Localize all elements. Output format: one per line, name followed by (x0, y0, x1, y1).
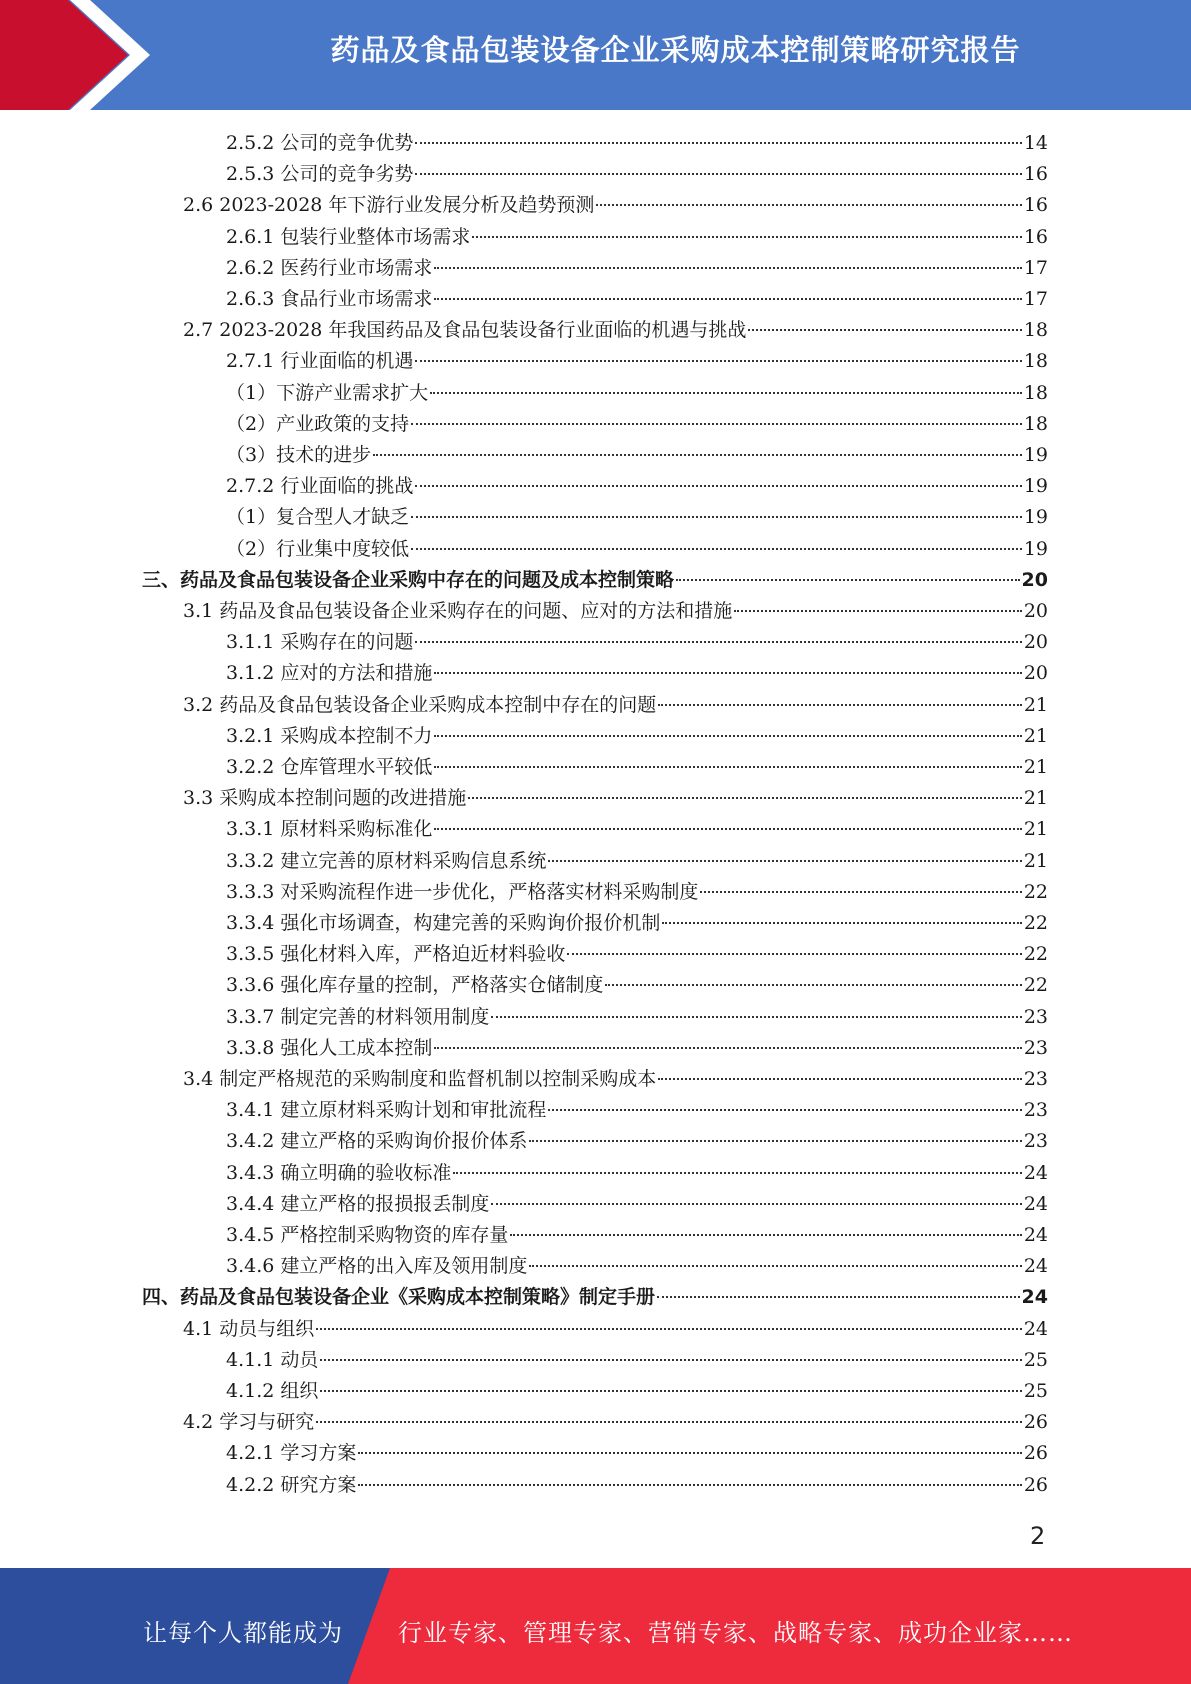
toc-entry-title: 三、药品及食品包装设备企业采购中存在的问题及成本控制策略 (142, 568, 675, 591)
toc-entry[interactable] (183, 690, 1048, 721)
toc-entry-page: 24 (1021, 1286, 1048, 1309)
toc-dot-leader (529, 1264, 1021, 1267)
toc-entry[interactable] (226, 1438, 1048, 1469)
toc-dot-leader (411, 515, 1022, 518)
toc-entry-title: 2.5.3 公司的竞争劣势 (226, 163, 414, 186)
toc-dot-leader (510, 1233, 1021, 1236)
toc-entry-page: 24 (1023, 1192, 1048, 1215)
toc-entry-title: 3.4.3 确立明确的验收标准 (226, 1161, 452, 1184)
toc-dot-leader (415, 484, 1021, 487)
toc-entry-page: 19 (1023, 475, 1048, 498)
toc-entry-page: 18 (1023, 350, 1048, 373)
toc-entry-title: 3.4.4 建立严格的报损报丢制度 (226, 1192, 490, 1215)
toc-entry-page: 18 (1023, 381, 1048, 404)
toc-entry-page: 23 (1023, 1005, 1048, 1028)
toc-dot-leader (411, 422, 1022, 425)
toc-entry-title: （1）下游产业需求扩大 (226, 381, 429, 404)
toc-entry[interactable] (226, 222, 1048, 253)
page-footer (0, 1568, 1191, 1684)
toc-entry-page: 21 (1023, 756, 1048, 778)
toc-entry-page: 22 (1023, 974, 1048, 997)
report-title: 药品及食品包装设备企业采购成本控制策略研究报告 (330, 33, 1021, 67)
page-header (0, 0, 1191, 110)
toc-entry-title: 3.3.3 对采购流程作进一步优化，严格落实材料采购制度 (226, 880, 699, 903)
toc-entry-page: 22 (1023, 880, 1048, 903)
toc-dot-leader (468, 796, 1022, 799)
toc-entry-title: （2）产业政策的支持 (226, 412, 410, 435)
toc-entry-page: 19 (1023, 537, 1048, 560)
toc-dot-leader (453, 1171, 1021, 1174)
toc-entry-page: 14 (1023, 132, 1048, 154)
toc-dot-leader (472, 235, 1021, 238)
toc-entry[interactable] (226, 502, 1048, 533)
toc-entry[interactable] (226, 1251, 1048, 1282)
toc-entry-title: 2.5.2 公司的竞争优势 (226, 132, 414, 154)
toc-entry-title: 3.4.1 建立原材料采购计划和审批流程 (226, 1099, 547, 1122)
toc-entry-title: 2.6 2023-2028 年下游行业发展分析及趋势预测 (183, 194, 595, 217)
toc-entry-title: 3.4.2 建立严格的采购询价报价体系 (226, 1130, 528, 1153)
toc-entry[interactable] (226, 346, 1048, 377)
toc-dot-leader (658, 703, 1022, 706)
toc-entry-title: 4.2.1 学习方案 (226, 1442, 357, 1465)
toc-entry-title: 3.4 制定严格规范的采购制度和监督机制以控制采购成本 (183, 1068, 657, 1090)
toc-dot-leader (548, 859, 1021, 862)
toc-dot-leader (415, 172, 1021, 175)
toc-dot-leader (415, 141, 1021, 144)
toc-entry-title: 2.6.3 食品行业市场需求 (226, 288, 433, 310)
toc-entry-title: 3.3 采购成本控制问题的改进措施 (183, 787, 467, 810)
toc-entry-title: 3.2.2 仓库管理水平较低 (226, 756, 433, 778)
toc-entry-title: 3.3.2 建立完善的原材料采购信息系统 (226, 849, 547, 872)
toc-entry[interactable] (226, 752, 1048, 783)
toc-entry-page: 16 (1023, 163, 1048, 186)
toc-entry-title: 3.4.6 建立严格的出入库及领用制度 (226, 1255, 528, 1278)
toc-entry[interactable] (183, 1064, 1048, 1095)
toc-entry[interactable] (226, 1376, 1048, 1407)
toc-entry-page: 18 (1023, 412, 1048, 435)
toc-entry-page: 25 (1023, 1348, 1048, 1371)
toc-entry-page: 24 (1023, 1161, 1048, 1184)
toc-dot-leader (434, 297, 1021, 300)
toc-entry[interactable] (226, 253, 1048, 284)
toc-entry-page: 20 (1023, 600, 1048, 622)
toc-dot-leader (373, 453, 1022, 456)
toc-entry[interactable] (183, 783, 1048, 814)
toc-entry-page: 19 (1023, 506, 1048, 529)
toc-entry-title: 3.3.1 原材料采购标准化 (226, 818, 433, 841)
toc-dot-leader (434, 765, 1021, 768)
toc-dot-leader (411, 547, 1022, 550)
toc-entry-page: 21 (1023, 849, 1048, 872)
toc-dot-leader (434, 671, 1021, 674)
toc-entry-title: 4.1.1 动员 (226, 1348, 319, 1371)
toc-entry-title: 3.3.8 强化人工成本控制 (226, 1036, 433, 1059)
toc-dot-leader (491, 1015, 1021, 1018)
page-number: 2 (1030, 1522, 1046, 1550)
toc-entry-page: 24 (1023, 1255, 1048, 1278)
toc-entry-title: 4.2.2 研究方案 (226, 1473, 357, 1496)
toc-entry[interactable] (226, 534, 1048, 565)
toc-entry-page: 26 (1023, 1442, 1048, 1465)
toc-dot-leader (491, 1202, 1021, 1205)
toc-dot-leader (320, 1389, 1021, 1392)
toc-entry-title: 2.6.2 医药行业市场需求 (226, 256, 433, 279)
toc-entry-title: 3.3.4 强化市场调查，构建完善的采购询价报价机制 (226, 912, 661, 934)
toc-dot-leader (316, 1420, 1022, 1423)
toc-entry-title: 2.7 2023-2028 年我国药品及食品包装设备行业面临的机遇与挑战 (183, 319, 747, 342)
toc-entry[interactable] (226, 159, 1048, 190)
toc-entry-page: 24 (1023, 1224, 1048, 1246)
toc-dot-leader (676, 578, 1020, 581)
footer-slogan: 让每个人都能成为 (143, 1619, 343, 1647)
toc-entry[interactable] (226, 1126, 1048, 1157)
toc-entry[interactable] (226, 908, 1048, 939)
toc-entry-title: 3.2 药品及食品包装设备企业采购成本控制中存在的问题 (183, 693, 657, 716)
toc-entry[interactable] (183, 190, 1048, 221)
toc-dot-leader (529, 1139, 1021, 1142)
toc-entry-page: 21 (1023, 724, 1048, 747)
toc-entry[interactable] (226, 409, 1048, 440)
toc-entry-title: 4.2 学习与研究 (183, 1411, 315, 1434)
toc-entry[interactable] (226, 1002, 1048, 1033)
toc-entry-page: 20 (1021, 568, 1048, 591)
toc-entry-title: 2.7.1 行业面临的机遇 (226, 350, 414, 373)
header-arrow-decoration (0, 0, 170, 110)
toc-dot-leader (748, 328, 1021, 331)
toc-entry[interactable] (226, 814, 1048, 845)
toc-entry-page: 26 (1023, 1411, 1048, 1434)
toc-entry[interactable] (226, 471, 1048, 502)
toc-entry-page: 16 (1023, 194, 1048, 217)
toc-entry[interactable] (183, 1314, 1048, 1345)
toc-dot-leader (434, 266, 1021, 269)
toc-entry-page: 21 (1023, 693, 1048, 716)
toc-entry-page: 26 (1023, 1473, 1048, 1496)
toc-entry-title: 3.3.6 强化库存量的控制，严格落实仓储制度 (226, 974, 604, 997)
toc-entry-page: 22 (1023, 912, 1048, 934)
toc-dot-leader (734, 609, 1022, 612)
toc-entry-title: 3.1.2 应对的方法和措施 (226, 662, 433, 685)
toc-entry-page: 23 (1023, 1068, 1048, 1090)
toc-entry-title: 3.4.5 严格控制采购物资的库存量 (226, 1224, 509, 1246)
toc-dot-leader (415, 640, 1021, 643)
toc-entry[interactable] (226, 939, 1048, 970)
toc-entry[interactable] (226, 1095, 1048, 1126)
toc-entry-page: 18 (1023, 319, 1048, 342)
toc-dot-leader (605, 983, 1021, 986)
toc-dot-leader (657, 1295, 1020, 1298)
toc-entry-title: 2.7.2 行业面临的挑战 (226, 475, 414, 498)
toc-entry[interactable] (226, 1189, 1048, 1220)
toc-entry-title: 4.1 动员与组织 (183, 1317, 315, 1340)
toc-dot-leader (596, 203, 1021, 206)
toc-dot-leader (358, 1483, 1021, 1486)
toc-entry-title: 2.6.1 包装行业整体市场需求 (226, 225, 471, 248)
toc-entry-page: 17 (1023, 256, 1048, 279)
toc-entry[interactable] (142, 565, 1048, 596)
toc-entry-title: 3.1 药品及食品包装设备企业采购存在的问题、应对的方法和措施 (183, 600, 733, 622)
toc-dot-leader (700, 890, 1021, 893)
toc-dot-leader (358, 1451, 1021, 1454)
toc-dot-leader (415, 359, 1021, 362)
toc-entry[interactable] (226, 1158, 1048, 1189)
toc-dot-leader (658, 1077, 1022, 1080)
toc-dot-leader (434, 734, 1021, 737)
footer-roles: 行业专家、管理专家、营销专家、战略专家、成功企业家…… (398, 1619, 1073, 1647)
toc-entry[interactable] (183, 1407, 1048, 1438)
toc-entry[interactable] (226, 284, 1048, 315)
toc-entry[interactable] (226, 877, 1048, 908)
toc-entry-page: 20 (1023, 631, 1048, 654)
toc-entry[interactable] (142, 1282, 1048, 1313)
toc-entry[interactable] (226, 1220, 1048, 1251)
toc-entry-page: 22 (1023, 943, 1048, 966)
toc-entry[interactable] (226, 721, 1048, 752)
toc-entry-title: 3.2.1 采购成本控制不力 (226, 724, 433, 747)
toc-entry-page: 21 (1023, 787, 1048, 810)
toc-entry-page: 20 (1023, 662, 1048, 685)
toc-entry-page: 23 (1023, 1036, 1048, 1059)
toc-entry[interactable] (226, 378, 1048, 409)
toc-entry-page: 25 (1023, 1380, 1048, 1402)
toc-dot-leader (434, 1046, 1021, 1049)
toc-entry-title: （1）复合型人才缺乏 (226, 506, 410, 529)
toc-entry[interactable] (226, 846, 1048, 877)
toc-dot-leader (434, 827, 1021, 830)
toc-entry-title: 3.3.5 强化材料入库，严格迫近材料验收 (226, 943, 566, 966)
toc-dot-leader (548, 1108, 1021, 1111)
toc-entry-page: 19 (1023, 444, 1048, 466)
toc-dot-leader (567, 952, 1021, 955)
toc-entry-page: 17 (1023, 288, 1048, 310)
toc-entry[interactable] (226, 658, 1048, 689)
toc-entry-page: 21 (1023, 818, 1048, 841)
toc-entry-page: 23 (1023, 1099, 1048, 1122)
toc-dot-leader (430, 391, 1022, 394)
toc-entry[interactable] (226, 1345, 1048, 1376)
toc-entry[interactable] (226, 970, 1048, 1001)
toc-dot-leader (662, 921, 1021, 924)
toc-dot-leader (316, 1327, 1022, 1330)
toc-entry-title: （2）行业集中度较低 (226, 537, 410, 560)
toc-entry[interactable] (226, 440, 1048, 471)
toc-entry-title: （3）技术的进步 (226, 444, 372, 466)
toc-entry-title: 3.1.1 采购存在的问题 (226, 631, 414, 654)
toc-entry-title: 4.1.2 组织 (226, 1380, 319, 1402)
toc-entry[interactable] (183, 596, 1048, 627)
toc-entry[interactable] (226, 1470, 1048, 1501)
toc-entry-title: 3.3.7 制定完善的材料领用制度 (226, 1005, 490, 1028)
toc-entry-title: 四、药品及食品包装设备企业《采购成本控制策略》制定手册 (142, 1286, 656, 1309)
toc-entry[interactable] (226, 627, 1048, 658)
toc-entry[interactable] (226, 128, 1048, 159)
toc-entry-page: 16 (1023, 225, 1048, 248)
toc-dot-leader (320, 1358, 1021, 1361)
toc-entry-page: 23 (1023, 1130, 1048, 1153)
toc-entry[interactable] (183, 315, 1048, 346)
toc-entry[interactable] (226, 1033, 1048, 1064)
toc-entry-page: 24 (1023, 1317, 1048, 1340)
